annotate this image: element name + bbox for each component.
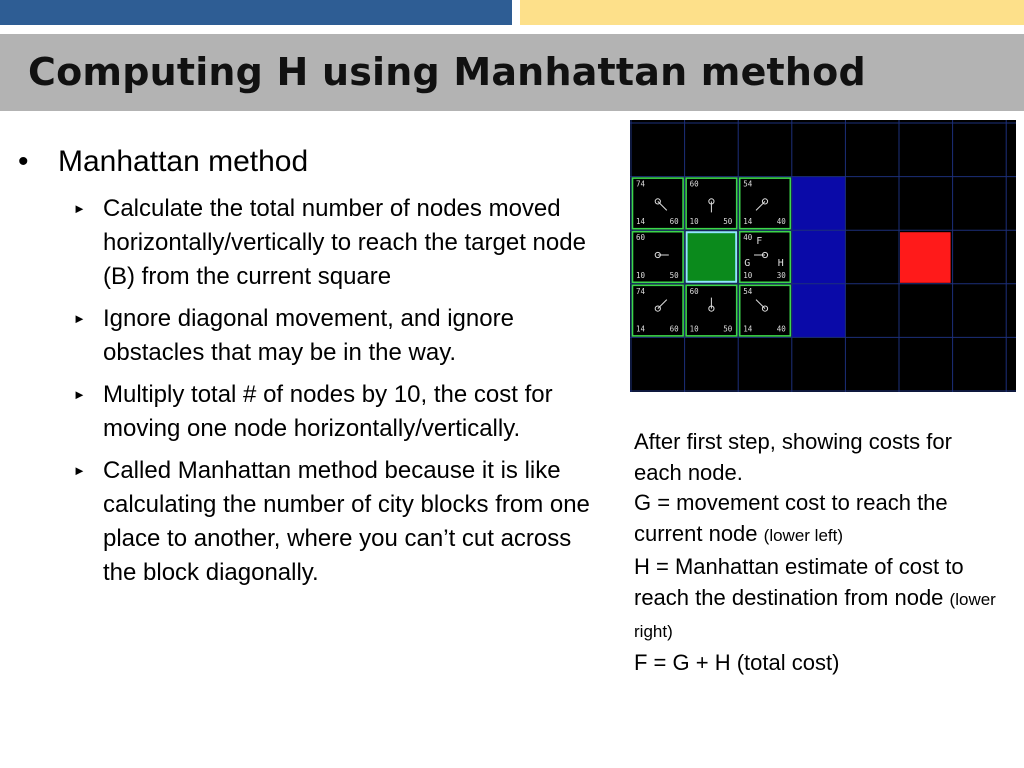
h-score: 60 [669,324,679,334]
h-score: 50 [723,324,733,334]
f-score: 60 [689,179,699,189]
slide-title: Computing H using Manhattan method [28,50,866,94]
sub-bullet-text: Calculate the total number of nodes moved horizontally/vertically to reach the target node (B) from the current square [103,195,586,290]
g-definition-text: G = movement cost to reach the current node [634,490,948,547]
h-score: 30 [776,270,786,280]
sub-bullet-text: Multiply total # of nodes by 10, the cost for moving one node horizontally/vertically. [103,381,553,442]
wall-block [792,177,846,338]
f-score: 40 [743,233,753,243]
h-score: 60 [669,217,679,227]
f-score: 60 [636,233,646,243]
f-score: 54 [743,179,753,189]
bullet-list [18,142,608,598]
header-accent-bar-yellow [520,0,1024,25]
g-score: 10 [689,217,699,227]
sub-bullet-item [18,454,608,590]
bullet-item [18,142,608,182]
caption-intro: After first step, showing costs for each node. [634,429,952,485]
g-label: G [744,258,751,270]
sub-bullet-item [18,302,608,370]
sub-bullet-marker: ► [73,463,86,478]
diagram-caption [634,427,1004,679]
sub-bullet-item [18,192,608,294]
h-label: H [777,258,784,270]
caption-f-definition: F = G + H (total cost) [634,649,840,675]
f-score: 74 [636,286,646,296]
bullet-text: Manhattan method [58,145,309,178]
caption-g-definition [634,488,1004,551]
h-score: 40 [776,324,786,334]
g-score: 14 [636,217,646,227]
h-score: 50 [669,270,679,280]
astar-grid-diagram [630,120,1016,392]
bullet-marker: • [18,145,29,178]
sub-bullet-marker: ► [73,387,86,402]
sub-bullet-marker: ► [73,201,86,216]
g-score: 10 [689,324,699,334]
g-score: 10 [743,270,753,280]
g-score: 10 [636,270,646,280]
start-square [687,232,737,282]
sub-bullet-marker: ► [73,311,86,326]
target-square [900,232,951,283]
f-score: 54 [743,286,753,296]
g-score: 14 [636,324,646,334]
g-score: 14 [743,217,753,227]
header-accent-bar-blue [0,0,512,25]
caption-h-definition [634,552,1004,648]
f-score: 60 [689,286,699,296]
sub-bullet-text: Called Manhattan method because it is like calculating the number of city blocks from one place to another, where you can’t cut across the block diagonally. [103,457,590,586]
grid-svg [630,120,1016,392]
h-score: 50 [723,217,733,227]
h-score: 40 [776,217,786,227]
f-score: 74 [636,179,646,189]
g-score: 14 [743,324,753,334]
sub-bullet-item [18,378,608,446]
sub-bullet-text: Ignore diagonal movement, and ignore obstacles that may be in the way. [103,305,514,366]
h-definition-text: H = Manhattan estimate of cost to reach the destination from node [634,553,964,610]
f-label: F [756,236,763,248]
h-note: (lower right) [634,589,996,642]
g-note: (lower left) [763,526,844,546]
